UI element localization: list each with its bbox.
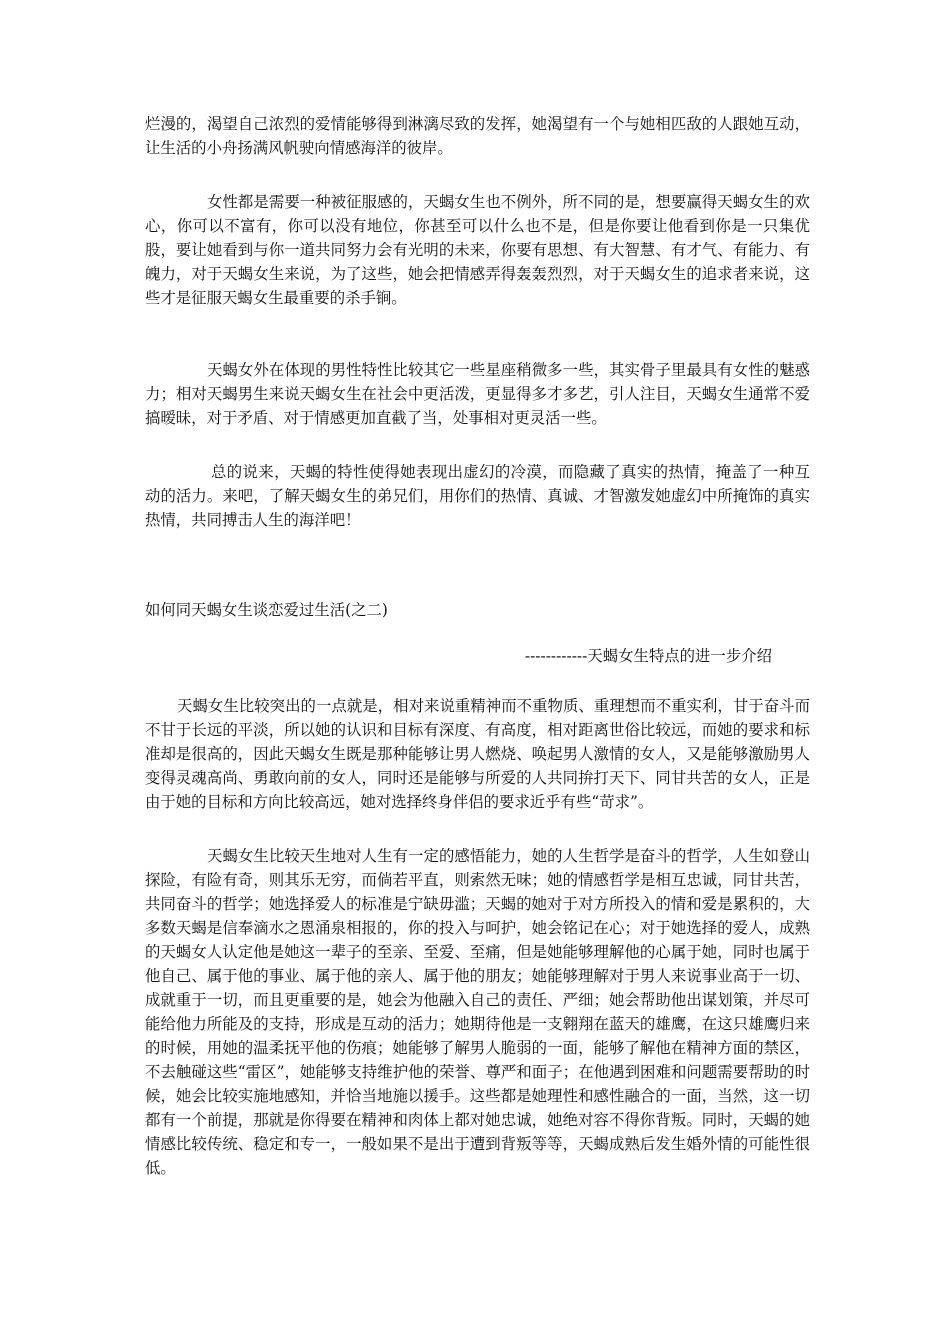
spacer [145,310,810,358]
section-title: 如何同天蝎女生谈恋爱过生活(之二) [145,601,388,619]
paragraph-1: 烂漫的，渴望自己浓烈的爱情能够得到淋漓尽致的发挥，她渴望有一个与她相匹敌的人跟她互动，让生活的小舟扬满风帆驶向情感海洋的彼岸。 [145,115,810,157]
spacer [145,814,810,844]
paragraph-6: 天蝎女生比较天生地对人生有一定的感悟能力，她的人生哲学是奋斗的哲学，人生如登山探险，有险有奇，则其乐无穷，而倘若平直，则索然无味；她的情感哲学是相互忠诚，同甘共苦，共同奋斗的哲学；她选择爱人的标准是宁缺毋滥；天蝎的她对于对方所投入的情和爱是累积的，大多数天蝎是信奉滴水之恩涌泉相报的，你的投入与呵护，她会铭记在心；对于她选择的爱人，成熟的天蝎女人认定他是她这一辈子的至亲、至爱、至痛，但是她能够理解他的心属于她，同时也属于他自己、属于他的事业、属于他的亲人、属于他的朋友；她能够理解对于男人来说事业高于一切、成就重于一切，而且更重要的是，她会为他融入自己的责任、严细；她会帮助他出谋划策，并尽可能给他力所能及的支持，形成是互动的活力；她期待他是一支翱翔在蓝天的雄鹰，在这只雄鹰归来的时候，用她的温柔抚平他的伤痕；她能够了解男人脆弱的一面，能够了解他在精神方面的禁区，不去触碰这些“雷区”，她能够支持维护他的荣誉、尊严和面子；在他遇到困难和问题需要帮助的时候，她会比较实施地感知，并恰当地施以援手。这些都是她理性和感性融合的一面，当然，这一切都有一个前提，那就是你得要在精神和肉体上都对她忠诚，她绝对容不得你背叛。同时，天蝎的她情感比较传统、稳定和专一，一般如果不是出于遭到背叛等等，天蝎成熟后发生婚外情的可能性很低。 [145,847,810,1177]
spacer [145,622,810,644]
section-subtitle: ------------天蝎女生特点的进一步介绍 [524,647,772,665]
paragraph-5: 天蝎女生比较突出的一点就是，相对来说重精神而不重物质、重理想而不重实利，甘于奋斗而不甘于长远的平淡，所以她的认识和目标有深度、有高度，相对距离世俗比较远，而她的要求和标准却是很高的，因此天蝎女生既是那种能够让男人燃烧、唤起男人激情的女人，又是能够激励男人变得灵魂高尚、勇敢向前的女人，同时还是能够与所爱的人共同拚打天下、同甘共苦的女人，正是由于她的目标和方向比较高远，她对选择终身伴侣的要求近乎有些“苛求”。 [145,697,810,811]
spacer [145,160,810,190]
spacer [145,430,810,460]
spacer [145,668,810,694]
paragraph-4: 总的说来，天蝎的特性使得她表现出虚幻的冷漠，而隐藏了真实的热情，掩盖了一种互动的活力。来吧，了解天蝎女生的弟兄们，用你们的热情、真诚、才智激发她虚幻中所掩饰的真实热情，共同搏击人生的海洋吧！ [145,463,810,529]
paragraph-3: 天蝎女外在体现的男性特性比较其它一些星座稍微多一些，其实骨子里最具有女性的魅惑力；相对天蝎男生来说天蝎女生在社会中更活泼，更显得多才多艺，引人注目，天蝎女生通常不爱搞暧昧，对于矛盾、对于情感更加直截了当，处事相对更灵活一些。 [145,361,810,427]
paragraph-2: 女性都是需要一种被征服感的，天蝎女生也不例外，所不同的是，想要赢得天蝎女生的欢心，你可以不富有，你可以没有地位，你甚至可以什么也不是，但是你要让他看到你是一只集优股，要让她看到与你一道共同努力会有光明的未来，你要有思想、有大智慧、有才气、有能力、有魄力，对于天蝎女生来说，为了这些，她会把情感弄得轰轰烈烈，对于天蝎女生的追求者来说，这些才是征服天蝎女生最重要的杀手锏。 [145,193,810,307]
document-page [145,112,810,1180]
spacer [145,532,810,598]
